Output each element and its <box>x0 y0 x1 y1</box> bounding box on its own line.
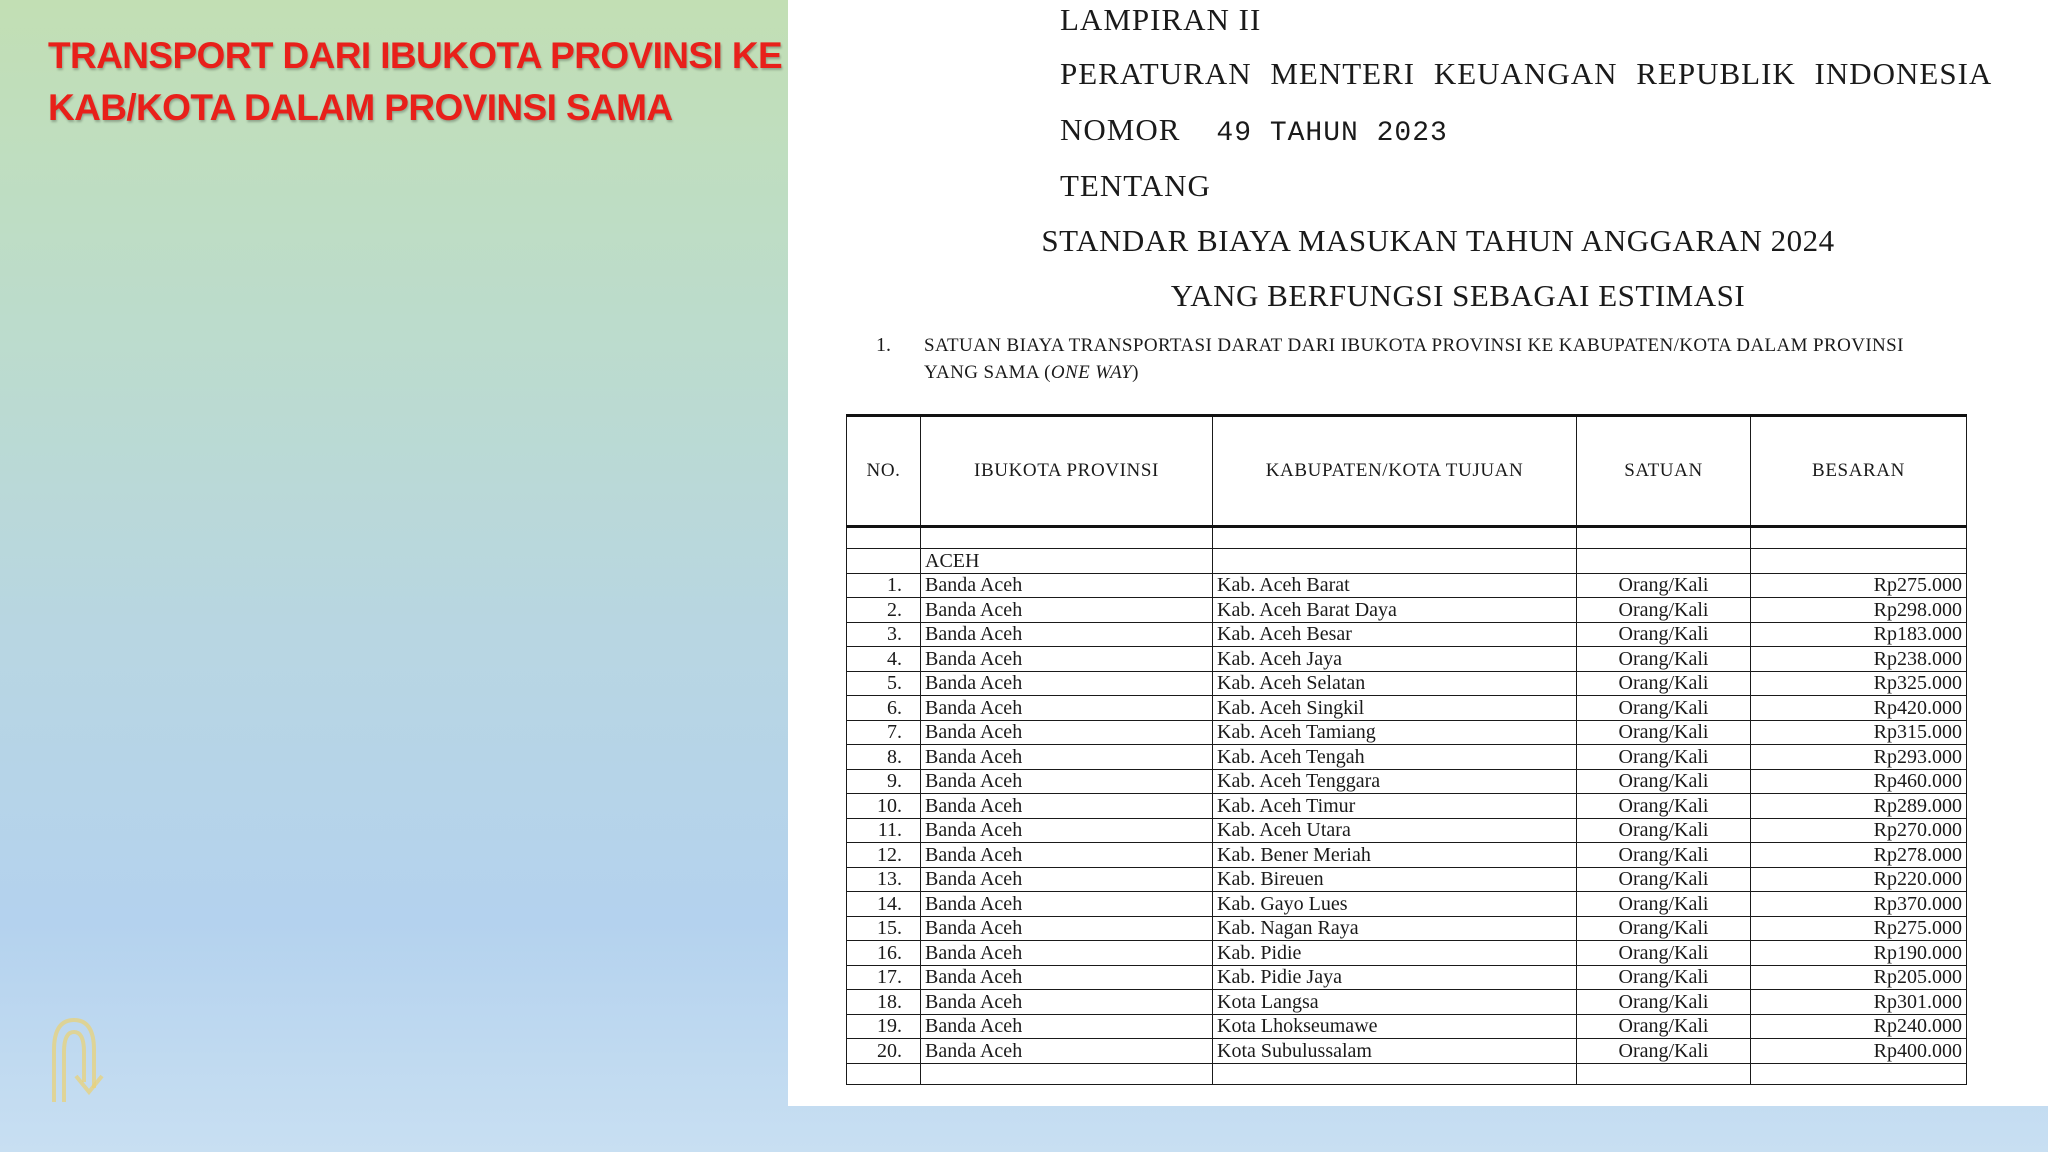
table-row <box>847 671 1967 696</box>
row-amount: Rp240.000 <box>1751 1014 1967 1039</box>
document-title-line2: YANG BERFUNGSI SEBAGAI ESTIMASI <box>1170 278 1746 313</box>
row-number: 3. <box>847 622 921 647</box>
nomor-line <box>1060 112 1448 149</box>
row-capital: Banda Aceh <box>921 671 1213 696</box>
row-number: 15. <box>847 916 921 941</box>
row-destination: Kab. Nagan Raya <box>1213 916 1577 941</box>
row-destination: Kab. Gayo Lues <box>1213 892 1577 917</box>
row-capital: Banda Aceh <box>921 622 1213 647</box>
row-amount: Rp205.000 <box>1751 965 1967 990</box>
table-row <box>847 916 1967 941</box>
row-number: 8. <box>847 745 921 770</box>
row-destination: Kab. Pidie Jaya <box>1213 965 1577 990</box>
row-amount: Rp420.000 <box>1751 696 1967 721</box>
document-page <box>788 0 2048 1106</box>
row-destination: Kab. Aceh Timur <box>1213 794 1577 819</box>
row-amount: Rp275.000 <box>1751 573 1967 598</box>
row-number: 20. <box>847 1039 921 1064</box>
row-amount: Rp370.000 <box>1751 892 1967 917</box>
row-unit: Orang/Kali <box>1577 941 1751 966</box>
regulation-name: PERATURAN MENTERI KEUANGAN REPUBLIK INDONESIA <box>1060 56 1993 91</box>
row-destination: Kab. Bener Meriah <box>1213 843 1577 868</box>
row-destination: Kab. Aceh Barat Daya <box>1213 598 1577 623</box>
row-unit: Orang/Kali <box>1577 622 1751 647</box>
row-unit: Orang/Kali <box>1577 965 1751 990</box>
row-amount: Rp270.000 <box>1751 818 1967 843</box>
tentang-label: TENTANG <box>1060 168 1211 203</box>
row-number: 16. <box>847 941 921 966</box>
row-number: 9. <box>847 769 921 794</box>
transport-cost-table <box>846 414 1967 1085</box>
row-number: 2. <box>847 598 921 623</box>
row-destination: Kab. Aceh Utara <box>1213 818 1577 843</box>
row-capital: Banda Aceh <box>921 696 1213 721</box>
row-unit: Orang/Kali <box>1577 671 1751 696</box>
row-number: 10. <box>847 794 921 819</box>
blank-row <box>847 1063 1967 1084</box>
province-row <box>847 549 1967 574</box>
table-row <box>847 598 1967 623</box>
row-unit: Orang/Kali <box>1577 769 1751 794</box>
row-unit: Orang/Kali <box>1577 818 1751 843</box>
header-no: NO. <box>847 416 921 527</box>
item-description: SATUAN BIAYA TRANSPORTASI DARAT DARI IBUKOTA PROVINSI KE KABUPATEN/KOTA DALAM PROVINSI YANG SAMA (ONE WAY) <box>924 335 1904 383</box>
bottom-strip <box>0 1106 2048 1152</box>
table-row <box>847 818 1967 843</box>
province-name: ACEH <box>921 549 1213 574</box>
row-amount: Rp293.000 <box>1751 745 1967 770</box>
row-amount: Rp275.000 <box>1751 916 1967 941</box>
row-unit: Orang/Kali <box>1577 696 1751 721</box>
table-row <box>847 696 1967 721</box>
row-unit: Orang/Kali <box>1577 794 1751 819</box>
row-unit: Orang/Kali <box>1577 745 1751 770</box>
header-capital: IBUKOTA PROVINSI <box>921 416 1213 527</box>
table-row <box>847 745 1967 770</box>
row-unit: Orang/Kali <box>1577 843 1751 868</box>
row-destination: Kab. Aceh Besar <box>1213 622 1577 647</box>
table-row <box>847 867 1967 892</box>
row-number: 1. <box>847 573 921 598</box>
row-unit: Orang/Kali <box>1577 573 1751 598</box>
row-destination: Kab. Aceh Barat <box>1213 573 1577 598</box>
row-capital: Banda Aceh <box>921 745 1213 770</box>
row-capital: Banda Aceh <box>921 720 1213 745</box>
nomor-label: NOMOR <box>1060 112 1181 147</box>
arrow-logo-icon <box>44 1010 106 1110</box>
row-amount: Rp460.000 <box>1751 769 1967 794</box>
table-row <box>847 720 1967 745</box>
slide-title: TRANSPORT DARI IBUKOTA PROVINSI KE KAB/KOTA DALAM PROVINSI SAMA <box>48 35 783 128</box>
row-destination: Kab. Aceh Tamiang <box>1213 720 1577 745</box>
row-capital: Banda Aceh <box>921 573 1213 598</box>
row-destination: Kota Langsa <box>1213 990 1577 1015</box>
row-amount: Rp400.000 <box>1751 1039 1967 1064</box>
row-number: 11. <box>847 818 921 843</box>
row-capital: Banda Aceh <box>921 965 1213 990</box>
row-unit: Orang/Kali <box>1577 990 1751 1015</box>
row-amount: Rp301.000 <box>1751 990 1967 1015</box>
row-amount: Rp183.000 <box>1751 622 1967 647</box>
row-destination: Kota Lhokseumawe <box>1213 1014 1577 1039</box>
row-number: 12. <box>847 843 921 868</box>
table-row <box>847 965 1967 990</box>
row-unit: Orang/Kali <box>1577 1039 1751 1064</box>
row-amount: Rp238.000 <box>1751 647 1967 672</box>
document-title-line1: STANDAR BIAYA MASUKAN TAHUN ANGGARAN 2024 <box>1041 223 1835 258</box>
row-number: 7. <box>847 720 921 745</box>
row-capital: Banda Aceh <box>921 867 1213 892</box>
row-number: 14. <box>847 892 921 917</box>
row-destination: Kab. Bireuen <box>1213 867 1577 892</box>
row-capital: Banda Aceh <box>921 794 1213 819</box>
table-row <box>847 990 1967 1015</box>
row-amount: Rp298.000 <box>1751 598 1967 623</box>
row-unit: Orang/Kali <box>1577 1014 1751 1039</box>
table-row <box>847 1039 1967 1064</box>
row-number: 13. <box>847 867 921 892</box>
row-unit: Orang/Kali <box>1577 598 1751 623</box>
row-unit: Orang/Kali <box>1577 867 1751 892</box>
row-destination: Kab. Aceh Tenggara <box>1213 769 1577 794</box>
row-unit: Orang/Kali <box>1577 892 1751 917</box>
row-amount: Rp190.000 <box>1751 941 1967 966</box>
row-capital: Banda Aceh <box>921 843 1213 868</box>
row-destination: Kab. Aceh Tengah <box>1213 745 1577 770</box>
table-row <box>847 794 1967 819</box>
row-capital: Banda Aceh <box>921 916 1213 941</box>
table-row <box>847 573 1967 598</box>
nomor-value: 49 TAHUN 2023 <box>1216 118 1448 149</box>
header-destination: KABUPATEN/KOTA TUJUAN <box>1213 416 1577 527</box>
table-row <box>847 892 1967 917</box>
row-capital: Banda Aceh <box>921 941 1213 966</box>
row-capital: Banda Aceh <box>921 818 1213 843</box>
row-capital: Banda Aceh <box>921 598 1213 623</box>
table-row <box>847 769 1967 794</box>
lampiran-label: LAMPIRAN II <box>1060 2 1262 37</box>
row-number: 17. <box>847 965 921 990</box>
row-capital: Banda Aceh <box>921 990 1213 1015</box>
table-row <box>847 941 1967 966</box>
row-capital: Banda Aceh <box>921 769 1213 794</box>
table-row <box>847 1014 1967 1039</box>
row-destination: Kab. Aceh Selatan <box>1213 671 1577 696</box>
row-capital: Banda Aceh <box>921 892 1213 917</box>
row-destination: Kota Subulussalam <box>1213 1039 1577 1064</box>
row-amount: Rp220.000 <box>1751 867 1967 892</box>
row-number: 5. <box>847 671 921 696</box>
table-row <box>847 843 1967 868</box>
row-destination: Kab. Pidie <box>1213 941 1577 966</box>
row-amount: Rp289.000 <box>1751 794 1967 819</box>
row-number: 6. <box>847 696 921 721</box>
row-destination: Kab. Aceh Singkil <box>1213 696 1577 721</box>
table-row <box>847 622 1967 647</box>
row-capital: Banda Aceh <box>921 1039 1213 1064</box>
row-unit: Orang/Kali <box>1577 647 1751 672</box>
item-number: 1. <box>876 334 891 356</box>
row-capital: Banda Aceh <box>921 647 1213 672</box>
row-amount: Rp278.000 <box>1751 843 1967 868</box>
spacer-row <box>847 527 1967 549</box>
row-unit: Orang/Kali <box>1577 916 1751 941</box>
row-unit: Orang/Kali <box>1577 720 1751 745</box>
row-destination: Kab. Aceh Jaya <box>1213 647 1577 672</box>
row-amount: Rp315.000 <box>1751 720 1967 745</box>
row-number: 18. <box>847 990 921 1015</box>
header-amount: BESARAN <box>1751 416 1967 527</box>
row-number: 19. <box>847 1014 921 1039</box>
row-number: 4. <box>847 647 921 672</box>
row-capital: Banda Aceh <box>921 1014 1213 1039</box>
row-amount: Rp325.000 <box>1751 671 1967 696</box>
table-row <box>847 647 1967 672</box>
header-unit: SATUAN <box>1577 416 1751 527</box>
